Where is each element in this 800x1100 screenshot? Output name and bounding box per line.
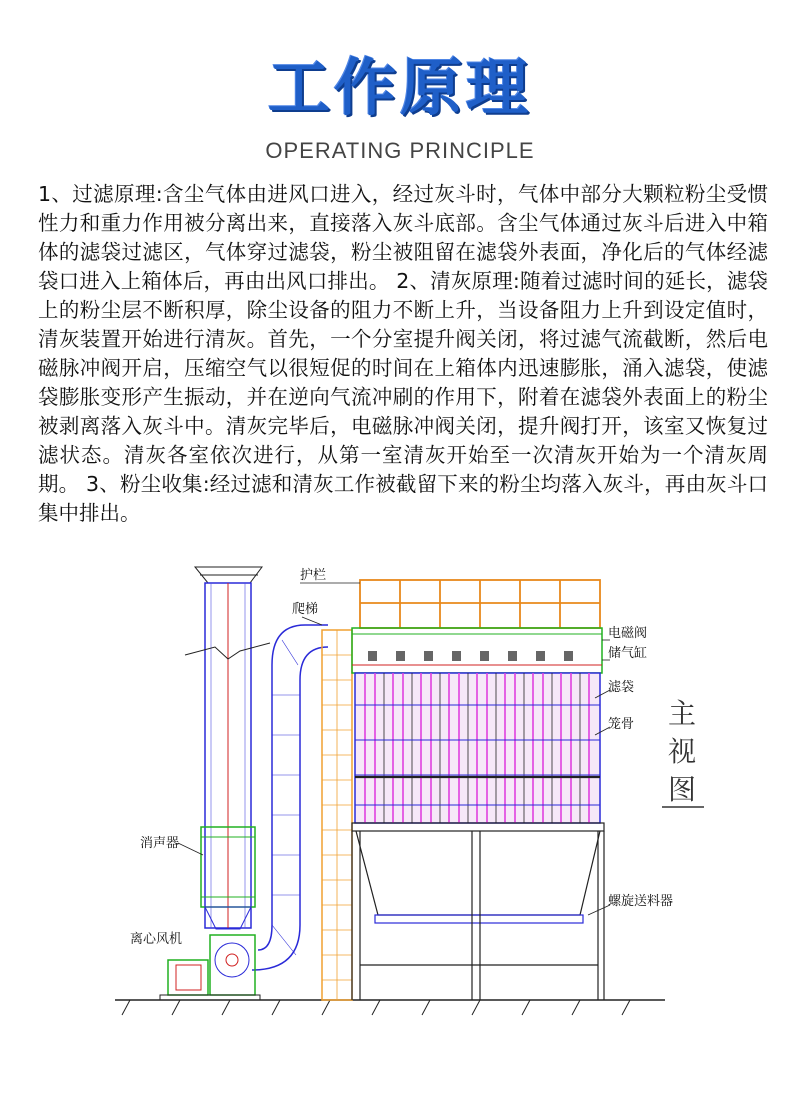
principle-description: [38, 180, 768, 528]
view-title: [662, 697, 704, 807]
principle-paragraph: 1、过滤原理:含尘气体由进风口进入，经过灰斗时，气体中部分大颗粒粉尘受惯性力和重力作用被分离出来，直接落入灰斗底部。含尘气体通过灰斗后进入中箱体的滤袋过滤区，气体穿过滤袋，粉尘被阻留在滤袋外表面，净化后的气体经滤袋口进入上箱体后，再由出风口排出。 2、清灰原理:随着过滤时间的延长，滤袋上的粉尘层不断积厚，除尘设备的阻力不断上升，当设备阻力上升到设定值时，清灰装置开始进行清灰。首先，一个分室提升阀关闭，将过滤气流截断，然后电磁脉冲阀开启，压缩空气以很短促的时间在上箱体内迅速膨胀，涌入滤袋，使滤袋膨胀变形产生振动，并在逆向气流冲刷的作用下，附着在滤袋外表面上的粉尘被剥离落入灰斗中。清灰完毕后，电磁脉冲阀关闭，提升阀打开，该室又恢复过滤状态。清灰各室依次进行，从第一室清灰开始至一次清灰开始为一个清灰周期。 3、粉尘收集:经过滤和清灰工作被截留下来的粉尘均落入灰斗，再由灰斗口集中排出。: [38, 182, 768, 525]
exhaust-stack: [185, 567, 270, 929]
view-title-char-2: 视: [668, 735, 697, 768]
ground: [115, 1000, 665, 1015]
label-silencer: 消声器: [140, 836, 180, 851]
page-title: 工作原理: [267, 51, 532, 124]
label-bag-cage: 笼骨: [608, 717, 635, 732]
hopper: [352, 823, 604, 1000]
filter-bag-chamber: [355, 673, 600, 823]
page-subtitle: OPERATING PRINCIPLE: [265, 138, 535, 163]
view-title-char-3: 图: [668, 773, 697, 806]
dust-collector-front-view-diagram: [0, 555, 800, 1075]
ladder: [322, 630, 352, 1000]
air-duct: [252, 625, 328, 970]
label-fan: 离心风机: [130, 932, 183, 947]
view-title-char-1: 主: [668, 697, 697, 730]
label-ladder: 爬梯: [292, 602, 319, 617]
label-guardrail: 护栏: [300, 568, 327, 583]
label-solenoid-valve: 电磁阀: [608, 626, 648, 641]
label-filter-bag: 滤袋: [608, 680, 635, 695]
label-screw-conveyor: 螺旋送料器: [608, 894, 674, 909]
guardrail: [360, 580, 600, 628]
label-air-tank: 储气缸: [608, 646, 648, 661]
upper-box: [352, 628, 602, 673]
